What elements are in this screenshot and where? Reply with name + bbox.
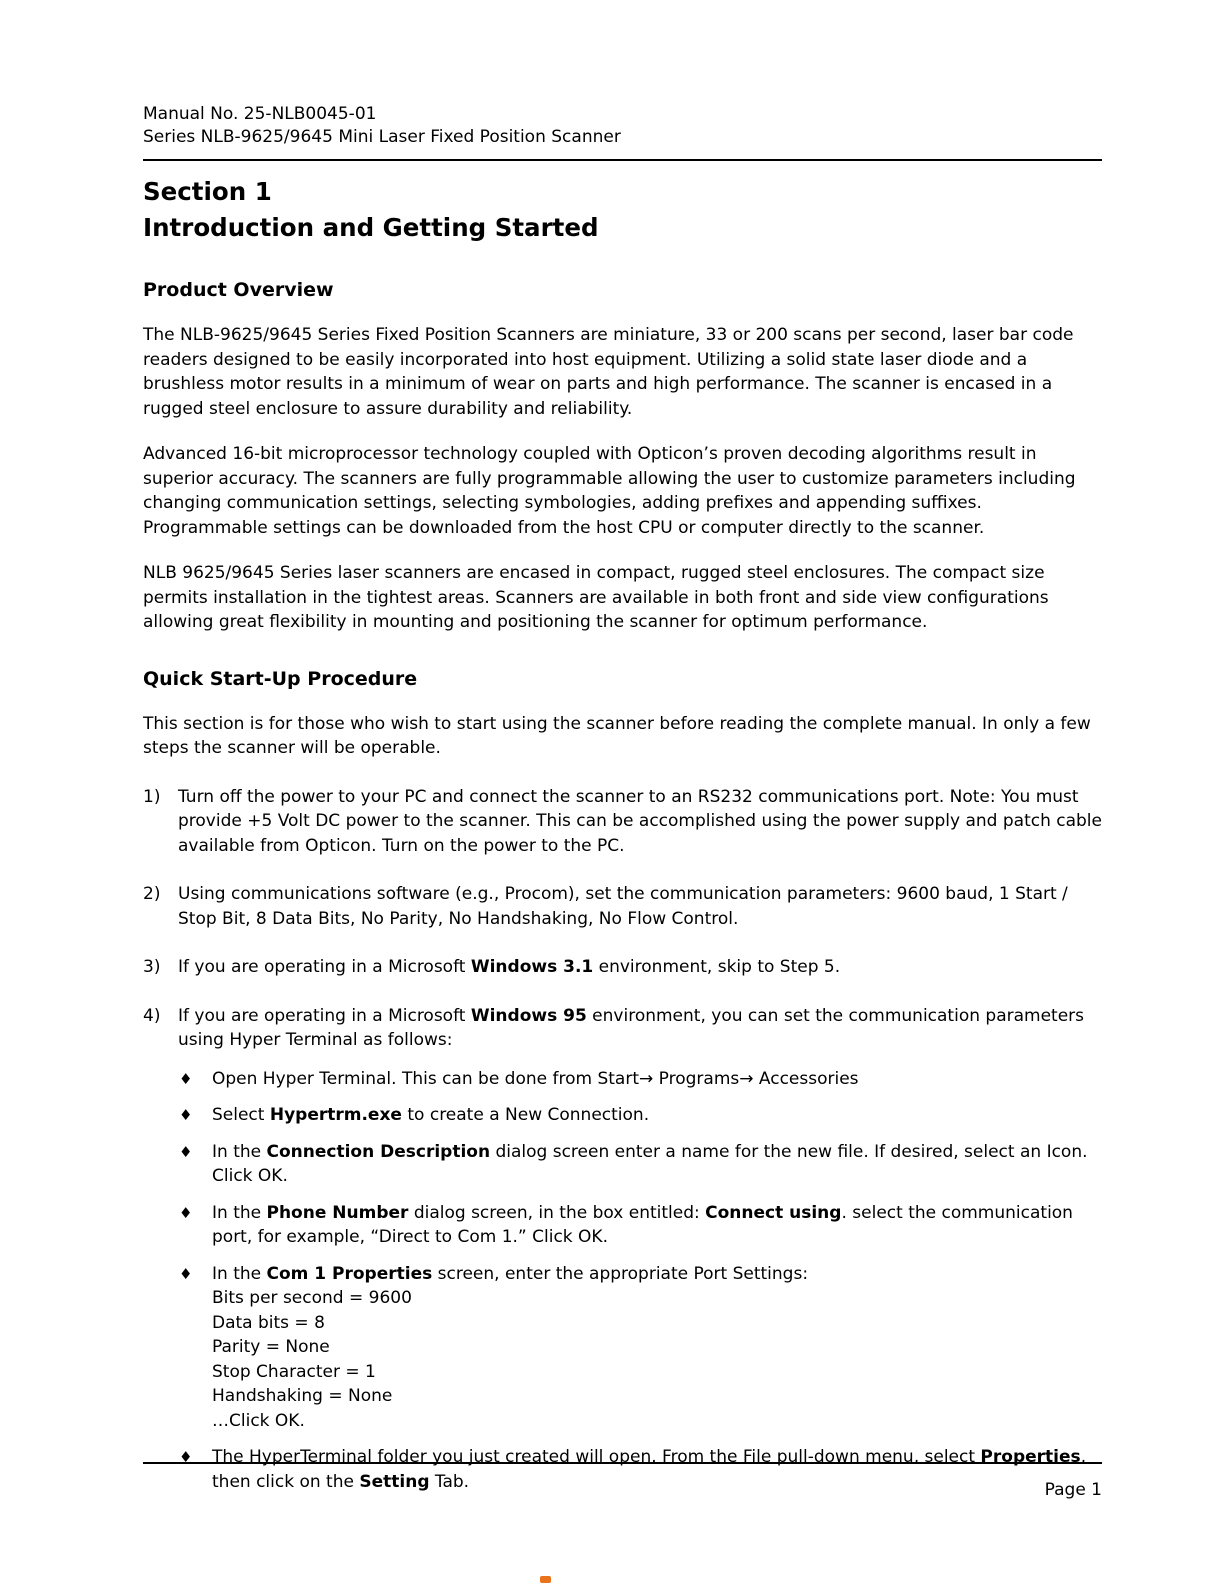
quick-start-heading: Quick Start-Up Procedure [143, 667, 418, 690]
diamond-bullet-icon: ♦ [179, 1106, 193, 1124]
diamond-bullet-icon: ♦ [179, 1264, 193, 1283]
page-footer [143, 1462, 1102, 1502]
bullet-text-bold: Connection Description [266, 1141, 491, 1162]
quick-start-intro: This section is for those who wish to start using the scanner before reading the complete manual. In only a few steps the scanner will be operable. [143, 713, 1091, 758]
step-number: 3) [143, 957, 161, 977]
bullet-text-bold: Phone Number [266, 1202, 409, 1223]
diamond-bullet-icon: ♦ [179, 1448, 193, 1466]
bullet-item-5 [179, 1262, 1102, 1434]
bullet-text-segment: Select [212, 1105, 270, 1125]
step-text-segment: Using communications software (e.g., Procom), set the communication parameters: 9600 baud, 1 Start / Stop Bit, 8 Data Bits, No Parity, No Handshaking, No Flow Control. [178, 884, 1068, 929]
diamond-bullet-icon: ♦ [179, 1069, 193, 1088]
diamond-bullet-icon: ♦ [179, 1142, 193, 1161]
bullet-text-bold: Properties [980, 1447, 1081, 1467]
manual-number: Manual No. 25-NLB0045-01 [143, 104, 377, 124]
bullet-list [179, 1067, 1102, 1495]
product-overview-paragraph-1: The NLB-9625/9645 Series Fixed Position Scanners are miniature, 33 or 200 scans per second, laser bar code readers designed to be easily incorporated into host equipment. Utilizing a solid state laser diode and a brushless motor results in a minimum of wear on parts and high performance. The scanner is encased in a rugged steel enclosure to assure durability and reliability. [143, 325, 1074, 419]
series-title: Series NLB-9625/9645 Mini Laser Fixed Position Scanner [143, 127, 621, 147]
bullet-item-2 [179, 1103, 1102, 1128]
bullet-text-segment: In the [212, 1263, 267, 1284]
bullet-text [212, 1140, 1102, 1189]
port-setting-line: Bits per second = 9600 [212, 1288, 412, 1308]
header-rule [143, 159, 1102, 161]
bullet-text-segment: dialog screen, in the box entitled: [408, 1202, 706, 1223]
bullet-item-3 [179, 1140, 1102, 1189]
step-number: 2) [143, 884, 161, 904]
bullet-item-4 [179, 1201, 1102, 1250]
bullet-text-bold: Setting [359, 1471, 430, 1492]
bullet-item-1 [179, 1067, 1102, 1092]
bullet-text-segment: The HyperTerminal folder you just created will open. From the File pull-down menu, select [212, 1447, 981, 1467]
product-overview-paragraph-2: Advanced 16-bit microprocessor technology coupled with Opticon’s proven decoding algorithms result in superior accuracy. The scanners are fully programmable allowing the user to customize parameters including changing communication settings, selecting symbologies, adding prefixes and appending suffixes. Programmable settings can be downloaded from the host CPU or computer directly to the scanner. [143, 444, 1076, 538]
step-number: 1) [143, 786, 161, 807]
footer-rule [143, 1462, 1102, 1464]
port-setting-line: …Click OK. [212, 1410, 305, 1431]
step-text-bold: Windows 95 [470, 1005, 587, 1026]
step-3 [143, 955, 1102, 980]
port-setting-line: Data bits = 8 [212, 1312, 325, 1333]
bullet-text-segment: dialog screen enter a name for the new file. If desired, select an Icon. Click OK. [212, 1141, 1088, 1186]
step-text-segment: If you are operating in a Microsoft [178, 1005, 471, 1026]
step-text [178, 785, 1102, 859]
numbered-steps [143, 785, 1102, 1495]
section-title-line1: Section 1 [143, 177, 272, 206]
bullet-text-bold: Connect using [705, 1202, 842, 1223]
section-title-line2: Introduction and Getting Started [143, 213, 599, 242]
bullet-text-bold: Hypertrm.exe [269, 1105, 402, 1125]
bullet-text [212, 1262, 1102, 1434]
scan-artifact-mark [540, 1576, 551, 1583]
step-text [178, 1004, 1102, 1053]
product-overview-paragraph-3: NLB 9625/9645 Series laser scanners are encased in compact, rugged steel enclosures. The compact size permits installation in the tightest areas. Scanners are available in both front and side view configurations allowing great flexibility in mounting and positioning the scanner for optimum performance. [143, 563, 1049, 632]
bullet-text-segment: screen, enter the appropriate Port Settings: [432, 1263, 809, 1284]
bullet-text-segment: In the [212, 1141, 267, 1162]
step-text-segment: If you are operating in a Microsoft [178, 957, 471, 977]
bullet-text-bold: Com 1 Properties [266, 1263, 433, 1284]
port-setting-line: Stop Character = 1 [212, 1361, 376, 1382]
step-text-bold: Windows 3.1 [470, 957, 594, 977]
bullet-text [212, 1201, 1102, 1250]
step-text [178, 882, 1102, 931]
step-1 [143, 785, 1102, 859]
bullet-text-segment: . select the communication port, for example, “Direct to Com 1.” Click OK. [212, 1202, 1073, 1247]
port-setting-line: Parity = None [212, 1337, 330, 1357]
step-4 [143, 1004, 1102, 1053]
bullet-text-segment: Open Hyper Terminal. This can be done from Start→ Programs→ Accessories [212, 1068, 859, 1089]
bullet-text-segment: , then click on the [212, 1447, 1087, 1492]
product-overview-heading: Product Overview [143, 279, 334, 301]
step-text-segment: Turn off the power to your PC and connect the scanner to an RS232 communications port. Note: You must provide +5 Volt DC power to the scanner. This can be accomplished using the power supply and patch cable available from Opticon. Turn on the power to the PC. [178, 786, 1102, 856]
step-number: 4) [143, 1005, 161, 1026]
step-text [178, 955, 1102, 980]
bullet-text-segment: Tab. [429, 1471, 470, 1492]
diamond-bullet-icon: ♦ [179, 1203, 193, 1222]
step-2 [143, 882, 1102, 931]
bullet-text-segment: In the [212, 1202, 267, 1223]
section-title [143, 174, 1102, 246]
bullet-text [212, 1067, 1102, 1092]
page-header [143, 103, 1102, 149]
step-text-segment: environment, you can set the communication parameters using Hyper Terminal as follows: [178, 1005, 1085, 1050]
step-text-segment: environment, skip to Step 5. [593, 957, 841, 977]
bullet-text [212, 1103, 1102, 1128]
bullet-text-segment: to create a New Connection. [401, 1105, 650, 1125]
page-number: Page 1 [1044, 1480, 1102, 1500]
port-setting-line: Handshaking = None [212, 1386, 393, 1406]
